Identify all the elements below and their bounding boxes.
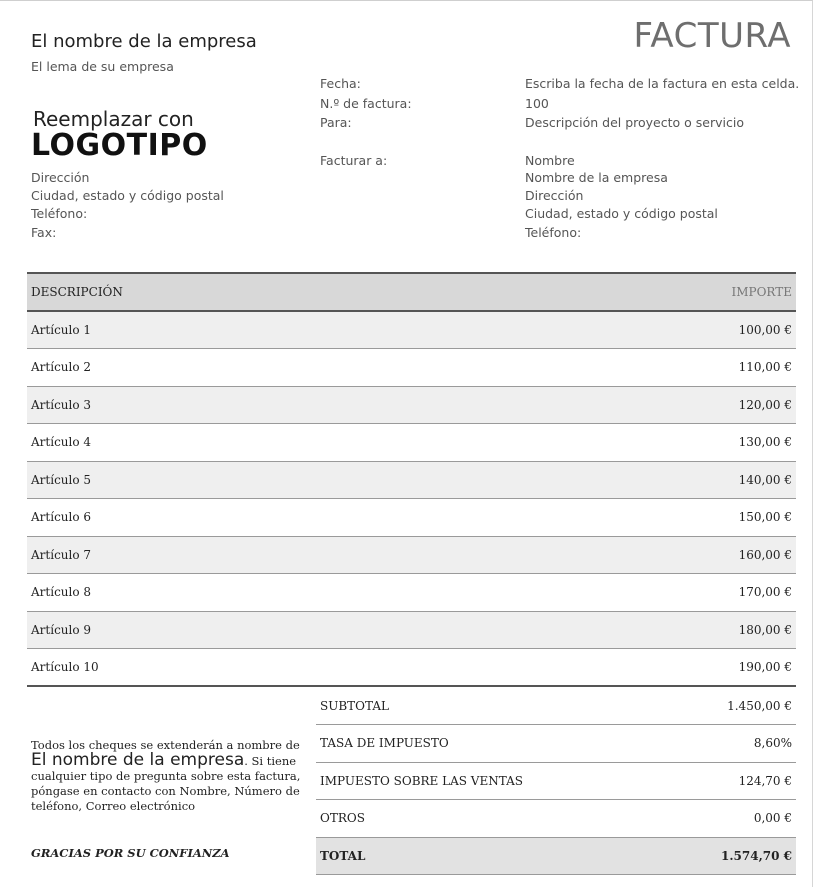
- table-row: [27, 424, 796, 462]
- item-amount[interactable]: 120,00 €: [486, 386, 796, 424]
- other-value[interactable]: 0,00 €: [668, 800, 796, 838]
- item-description[interactable]: Artículo 8: [27, 574, 486, 612]
- item-description[interactable]: Artículo 2: [27, 349, 486, 387]
- subtotal-row: [316, 687, 796, 725]
- sales-tax-row: [316, 762, 796, 800]
- for-value[interactable]: Descripción del proyecto o servicio: [525, 115, 744, 130]
- item-description[interactable]: Artículo 6: [27, 499, 486, 537]
- bill-to-address[interactable]: Dirección: [525, 188, 584, 203]
- item-description[interactable]: Artículo 4: [27, 424, 486, 462]
- column-header-amount: IMPORTE: [486, 273, 796, 311]
- item-description[interactable]: Artículo 1: [27, 311, 486, 349]
- item-amount[interactable]: 170,00 €: [486, 574, 796, 612]
- subtotal-label: SUBTOTAL: [316, 687, 668, 725]
- sender-address: Dirección: [31, 170, 90, 185]
- payment-note-part1: Todos los cheques se extenderán a nombre de: [31, 738, 300, 752]
- item-amount[interactable]: 150,00 €: [486, 499, 796, 537]
- tax-rate-label: TASA DE IMPUESTO: [316, 725, 668, 763]
- company-slogan: El lema de su empresa: [31, 59, 174, 74]
- table-row: [27, 461, 796, 499]
- table-row: [27, 649, 796, 687]
- invoice-number-value[interactable]: 100: [525, 96, 549, 111]
- item-amount[interactable]: 100,00 €: [486, 311, 796, 349]
- items-table-header: [27, 273, 796, 311]
- payment-note: [31, 738, 303, 814]
- table-row: [27, 536, 796, 574]
- bill-to-name[interactable]: Nombre: [525, 153, 575, 168]
- item-amount[interactable]: 140,00 €: [486, 461, 796, 499]
- total-label: TOTAL: [316, 837, 668, 875]
- total-row: [316, 837, 796, 875]
- sender-fax: Fax:: [31, 225, 57, 240]
- logo-placeholder-line2: LOGOTIPO: [31, 128, 208, 163]
- bill-to-company[interactable]: Nombre de la empresa: [525, 170, 668, 185]
- table-row: [27, 611, 796, 649]
- total-value: 1.574,70 €: [668, 837, 796, 875]
- item-description[interactable]: Artículo 5: [27, 461, 486, 499]
- other-label: OTROS: [316, 800, 668, 838]
- table-row: [27, 349, 796, 387]
- item-amount[interactable]: 180,00 €: [486, 611, 796, 649]
- bill-to-label: Facturar a:: [320, 153, 388, 168]
- sales-tax-label: IMPUESTO SOBRE LAS VENTAS: [316, 762, 668, 800]
- item-amount[interactable]: 160,00 €: [486, 536, 796, 574]
- logo-placeholder-line1: Reemplazar con: [33, 107, 194, 131]
- other-row: [316, 800, 796, 838]
- bill-to-phone[interactable]: Teléfono:: [525, 225, 582, 240]
- item-description[interactable]: Artículo 7: [27, 536, 486, 574]
- company-name: El nombre de la empresa: [31, 31, 257, 52]
- date-value[interactable]: Escriba la fecha de la factura en esta celda.: [525, 76, 800, 91]
- invoice-number-label: N.º de factura:: [320, 96, 412, 111]
- table-row: [27, 386, 796, 424]
- column-header-description: DESCRIPCIÓN: [27, 273, 486, 311]
- table-row: [27, 499, 796, 537]
- tax-rate-row: [316, 725, 796, 763]
- sales-tax-value: 124,70 €: [668, 762, 796, 800]
- item-amount[interactable]: 110,00 €: [486, 349, 796, 387]
- for-label: Para:: [320, 115, 352, 130]
- payment-note-company: El nombre de la empresa: [31, 750, 245, 770]
- item-amount[interactable]: 190,00 €: [486, 649, 796, 687]
- thanks-message: GRACIAS POR SU CONFIANZA: [31, 846, 230, 860]
- tax-rate-value[interactable]: 8,60%: [668, 725, 796, 763]
- totals-table: [316, 687, 796, 875]
- date-label: Fecha:: [320, 76, 361, 91]
- payment-note-part2: . Si tiene cualquier tipo de pregunta sobre esta factura, póngase en contacto con Nombre, Número de teléfono, Correo electrónico: [31, 754, 301, 813]
- item-description[interactable]: Artículo 10: [27, 649, 486, 687]
- item-description[interactable]: Artículo 3: [27, 386, 486, 424]
- subtotal-value: 1.450,00 €: [668, 687, 796, 725]
- item-description[interactable]: Artículo 9: [27, 611, 486, 649]
- item-amount[interactable]: 130,00 €: [486, 424, 796, 462]
- items-table: [27, 272, 796, 687]
- sender-city: Ciudad, estado y código postal: [31, 188, 224, 203]
- bill-to-city[interactable]: Ciudad, estado y código postal: [525, 206, 718, 221]
- invoice-title: FACTURA: [633, 16, 791, 56]
- sender-phone: Teléfono:: [31, 206, 88, 221]
- table-row: [27, 311, 796, 349]
- table-row: [27, 574, 796, 612]
